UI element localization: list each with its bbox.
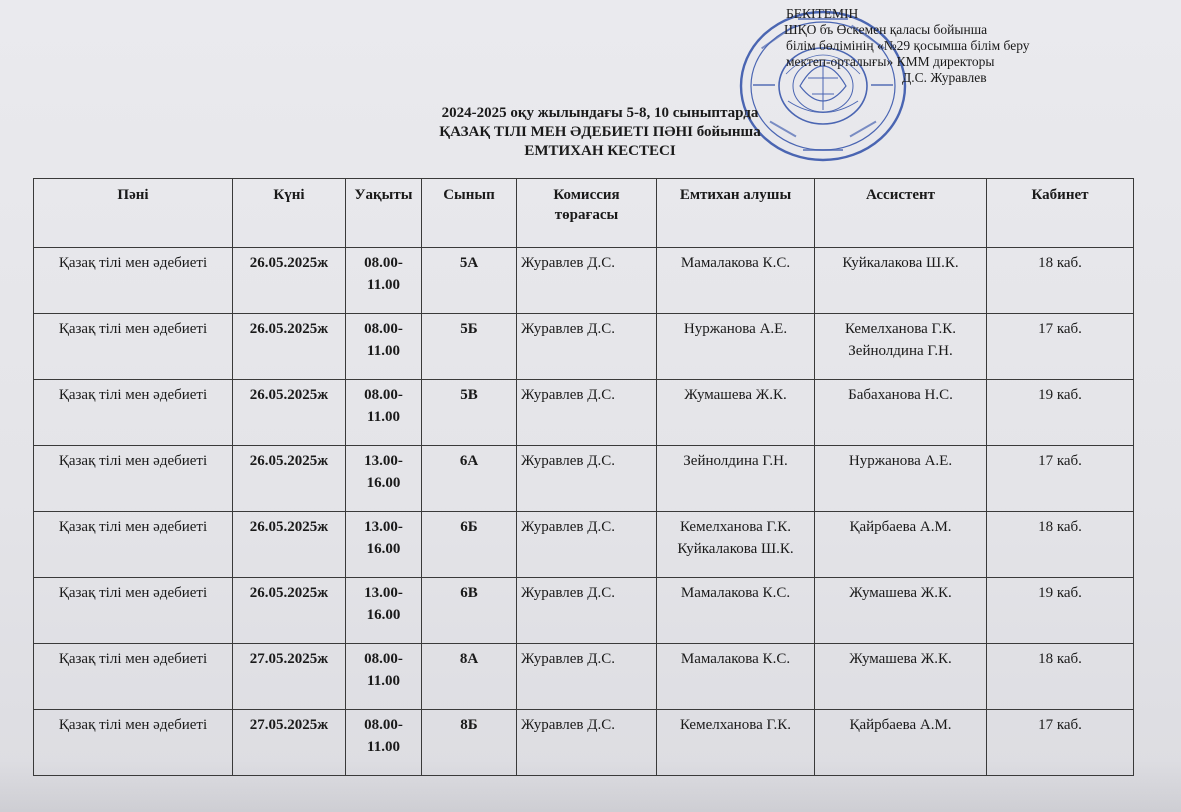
cell-room: 18 каб.	[987, 248, 1134, 314]
cell-room: 18 каб.	[987, 512, 1134, 578]
table-row	[34, 248, 1134, 314]
header-room: Кабинет	[987, 179, 1134, 248]
cell-time: 08.00-11.00	[346, 644, 422, 710]
header-subject: Пәні	[34, 179, 233, 248]
cell-subject: Қазақ тілі мен әдебиеті	[34, 644, 233, 710]
cell-date: 26.05.2025ж	[233, 314, 346, 380]
cell-assistant: Нуржанова А.Е.	[815, 446, 987, 512]
approval-heading: БЕКІТЕМІН	[786, 6, 859, 21]
cell-date: 26.05.2025ж	[233, 248, 346, 314]
cell-class: 5В	[422, 380, 517, 446]
cell-room: 18 каб.	[987, 644, 1134, 710]
cell-chair: Журавлев Д.С.	[517, 710, 657, 776]
cell-assistant: Бабаханова Н.С.	[815, 380, 987, 446]
cell-date: 27.05.2025ж	[233, 710, 346, 776]
cell-examiner: Кемелханова Г.К. Куйкалакова Ш.К.	[657, 512, 815, 578]
cell-room: 17 каб.	[987, 710, 1134, 776]
cell-examiner: Мамалакова К.С.	[657, 248, 815, 314]
header-chair: Комиссия төрағасы	[517, 179, 657, 248]
cell-assistant: Жумашева Ж.К.	[815, 644, 987, 710]
table-row	[34, 644, 1134, 710]
header-assistant: Ассистент	[815, 179, 987, 248]
cell-time: 08.00-11.00	[346, 710, 422, 776]
cell-subject: Қазақ тілі мен әдебиеті	[34, 446, 233, 512]
cell-examiner: Кемелханова Г.К.	[657, 710, 815, 776]
cell-assistant: Қайрбаева А.М.	[815, 512, 987, 578]
cell-subject: Қазақ тілі мен әдебиеті	[34, 248, 233, 314]
cell-time: 08.00-11.00	[346, 248, 422, 314]
cell-room: 19 каб.	[987, 578, 1134, 644]
cell-date: 26.05.2025ж	[233, 380, 346, 446]
table-row	[34, 380, 1134, 446]
cell-chair: Журавлев Д.С.	[517, 446, 657, 512]
header-time: Уақыты	[346, 179, 422, 248]
cell-time: 13.00-16.00	[346, 446, 422, 512]
table-row	[34, 446, 1134, 512]
cell-chair: Журавлев Д.С.	[517, 578, 657, 644]
cell-room: 17 каб.	[987, 446, 1134, 512]
table-header-row	[34, 179, 1134, 248]
approval-line: білім бөлімінің «№29 қосымша білім беру	[786, 38, 1030, 53]
cell-chair: Журавлев Д.С.	[517, 644, 657, 710]
header-class: Сынып	[422, 179, 517, 248]
table-row	[34, 578, 1134, 644]
cell-time: 13.00-16.00	[346, 512, 422, 578]
cell-date: 26.05.2025ж	[233, 512, 346, 578]
cell-time: 08.00-11.00	[346, 380, 422, 446]
table-row	[34, 512, 1134, 578]
approval-block	[782, 6, 1112, 86]
cell-subject: Қазақ тілі мен әдебиеті	[34, 512, 233, 578]
cell-chair: Журавлев Д.С.	[517, 512, 657, 578]
cell-class: 6Б	[422, 512, 517, 578]
cell-class: 5Б	[422, 314, 517, 380]
cell-subject: Қазақ тілі мен әдебиеті	[34, 380, 233, 446]
approval-line: мектеп-орталығы» КММ директоры	[786, 54, 995, 69]
title-line-2: ҚАЗАҚ ТІЛІ МЕН ӘДЕБИЕТІ ПӘНІ бойынша	[439, 124, 761, 140]
header-date: Күні	[233, 179, 346, 248]
approval-line: ШҚО бъ Өскемен қаласы бойынша	[784, 22, 988, 37]
cell-chair: Журавлев Д.С.	[517, 380, 657, 446]
cell-date: 27.05.2025ж	[233, 644, 346, 710]
cell-class: 8Б	[422, 710, 517, 776]
title-line-3: ЕМТИХАН КЕСТЕСІ	[524, 143, 676, 159]
cell-assistant: Куйкалакова Ш.К.	[815, 248, 987, 314]
cell-assistant: Қайрбаева А.М.	[815, 710, 987, 776]
cell-date: 26.05.2025ж	[233, 446, 346, 512]
page-shadow	[0, 760, 1181, 812]
cell-assistant: Жумашева Ж.К.	[815, 578, 987, 644]
cell-time: 13.00-16.00	[346, 578, 422, 644]
director-name: Д.С. Журавлев	[902, 70, 987, 85]
cell-examiner: Нуржанова А.Е.	[657, 314, 815, 380]
cell-assistant: Кемелханова Г.К. Зейнолдина Г.Н.	[815, 314, 987, 380]
cell-examiner: Мамалакова К.С.	[657, 578, 815, 644]
cell-examiner: Мамалакова К.С.	[657, 644, 815, 710]
cell-class: 5А	[422, 248, 517, 314]
cell-date: 26.05.2025ж	[233, 578, 346, 644]
cell-chair: Журавлев Д.С.	[517, 314, 657, 380]
cell-subject: Қазақ тілі мен әдебиеті	[34, 710, 233, 776]
cell-chair: Журавлев Д.С.	[517, 248, 657, 314]
cell-room: 17 каб.	[987, 314, 1134, 380]
title-line-1: 2024-2025 оқу жылындағы 5-8, 10 сыныптарда	[441, 105, 759, 121]
cell-subject: Қазақ тілі мен әдебиеті	[34, 314, 233, 380]
cell-room: 19 каб.	[987, 380, 1134, 446]
exam-schedule-table	[33, 178, 1134, 776]
cell-subject: Қазақ тілі мен әдебиеті	[34, 578, 233, 644]
cell-examiner: Зейнолдина Г.Н.	[657, 446, 815, 512]
cell-class: 6А	[422, 446, 517, 512]
cell-examiner: Жумашева Ж.К.	[657, 380, 815, 446]
cell-class: 8А	[422, 644, 517, 710]
table-row	[34, 314, 1134, 380]
cell-class: 6В	[422, 578, 517, 644]
cell-time: 08.00-11.00	[346, 314, 422, 380]
header-examiner: Емтихан алушы	[657, 179, 815, 248]
document-title	[300, 104, 900, 161]
